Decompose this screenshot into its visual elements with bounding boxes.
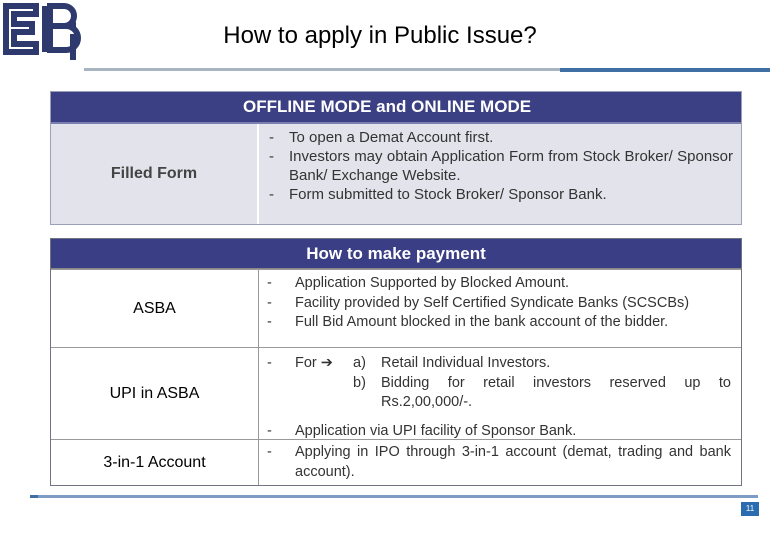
footer-accent [30, 495, 38, 498]
row-label-asba: ASBA [51, 270, 259, 347]
payment-table [50, 238, 742, 486]
upi-sub-item: b) Bidding for retail investors reserved up to Rs.2,00,000/-. [353, 374, 731, 410]
page-title: How to apply in Public Issue? [223, 22, 537, 49]
mode-panel [50, 91, 742, 225]
mode-left-label: Filled Form [51, 124, 259, 224]
row-label-upi: UPI in ASBA [51, 348, 259, 439]
for-prefix: For ➔ [295, 355, 333, 371]
footer-divider [38, 495, 758, 498]
row-content-upi: - For ➔ a) Retail Individual Investors. b) Bidding for retail investors reserved up to Rs.2,00,000/-. - Application via UPI facility of Sponsor Bank. [267, 355, 731, 439]
mode-item: - To open a Demat Account first. [269, 129, 494, 146]
upi-sub-item: a) Retail Individual Investors. [353, 355, 551, 371]
page-number-badge: 11 [741, 502, 759, 516]
table-row [51, 269, 741, 347]
row-label-3in1: 3-in-1 Account [51, 440, 259, 485]
mode-item: - Form submitted to Stock Broker/ Sponsor Bank. [269, 186, 607, 203]
sebi-logo [0, 0, 84, 66]
mode-item: - Investors may obtain Application Form from Stock Broker/ Sponsor Bank/ Exchange Website. [269, 148, 733, 184]
mode-items [259, 124, 741, 224]
table-row [51, 439, 741, 485]
table-row [51, 347, 741, 439]
row-content-asba: - Application Supported by Blocked Amount. - Facility provided by Self Certified Syndicate Banks (SCSCBs) - Full Bid Amount blocked in the bank account of the bidder. [267, 275, 690, 330]
row-content-3in1: - Applying in IPO through 3-in-1 account (demat, trading and bank account). [267, 444, 731, 480]
header-divider-accent [560, 68, 770, 72]
mode-panel-title: OFFLINE MODE and ONLINE MODE [51, 92, 741, 124]
payment-table-title: How to make payment [51, 239, 741, 269]
